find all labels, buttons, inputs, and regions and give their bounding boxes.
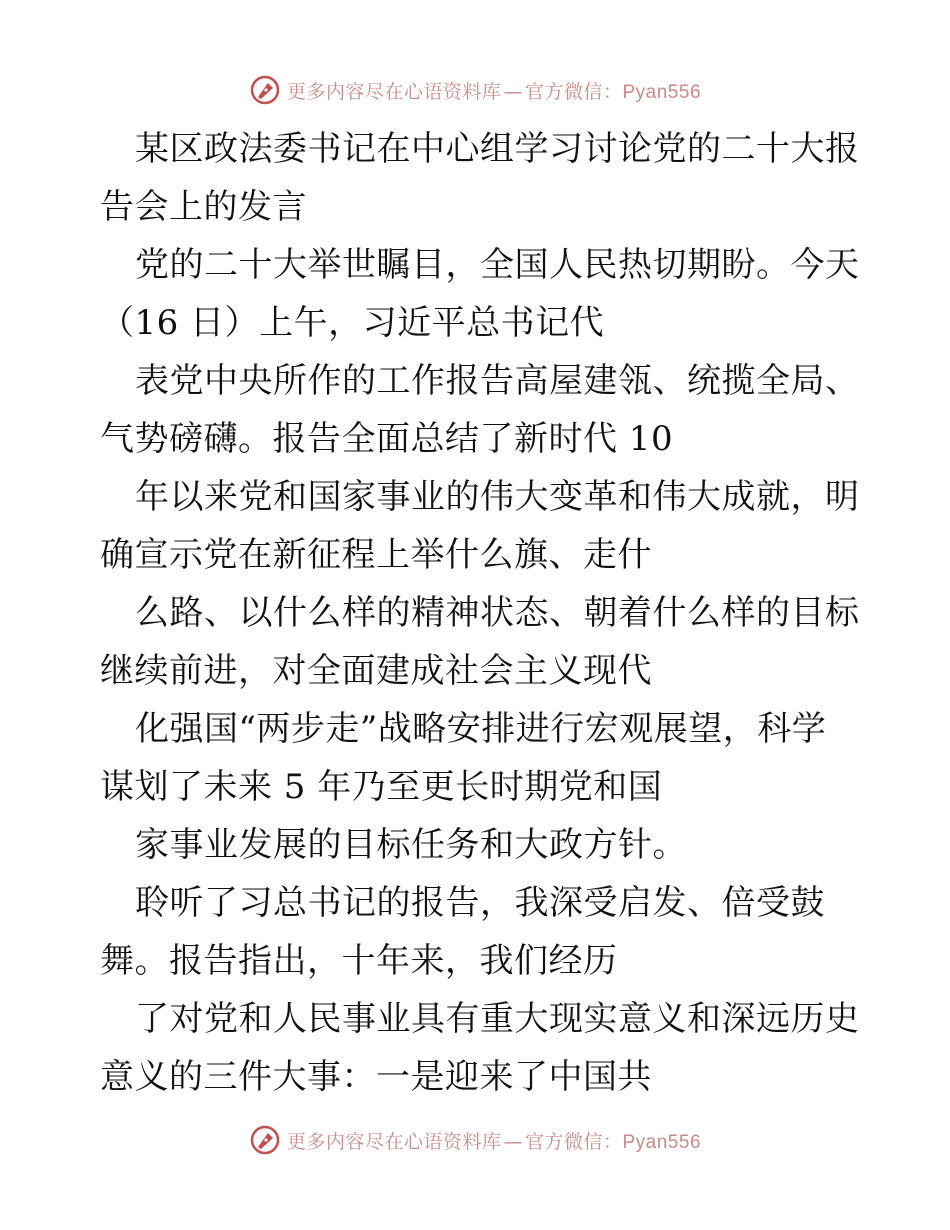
footer-watermark <box>0 1120 950 1160</box>
pen-nib-logo-icon <box>249 74 281 106</box>
text-line: 舞。报告指出，十年来，我们经历 <box>100 941 618 981</box>
document-body <box>100 120 860 1106</box>
text-line: 年以来党和国家事业的伟大变革和伟大成就，明 <box>135 477 860 517</box>
text-line: 么路、以什么样的精神状态、朝着什么样的目标 <box>135 593 860 633</box>
text-line: 谋划了未来 5 年乃至更长时期党和国 <box>100 767 663 807</box>
watermark-text: 更多内容尽在心语资料库 — 官方微信：Pyan556 <box>286 1130 702 1153</box>
text-line: 党的二十大举世瞩目，全国人民热切期盼。今天 <box>135 245 860 285</box>
text-line: 聆听了习总书记的报告，我深受启发、倍受鼓 <box>135 883 825 923</box>
text-line: 家事业发展的目标任务和大政方针。 <box>135 825 687 865</box>
text-line: （16 日）上午，习近平总书记代 <box>100 303 605 343</box>
text-line: 继续前进，对全面建成社会主义现代 <box>100 651 652 691</box>
text-line: 气势磅礴。报告全面总结了新时代 10 <box>100 419 674 459</box>
text-line: 表党中央所作的工作报告高屋建瓴、统揽全局、 <box>135 361 860 401</box>
text-line: 意义的三件大事：一是迎来了中国共 <box>100 1057 652 1097</box>
text-line: 了对党和人民事业具有重大现实意义和深远历史 <box>135 999 860 1039</box>
text-line: 告会上的发言 <box>100 187 307 227</box>
pen-nib-logo-icon <box>249 1124 281 1156</box>
text-line: 确宣示党在新征程上举什么旗、走什 <box>100 535 652 575</box>
text-line: 化强国“两步走”战略安排进行宏观展望，科学 <box>135 709 827 749</box>
text-line: 某区政法委书记在中心组学习讨论党的二十大报 <box>135 129 860 169</box>
watermark-text: 更多内容尽在心语资料库 — 官方微信：Pyan556 <box>286 80 702 103</box>
header-watermark <box>0 70 950 110</box>
